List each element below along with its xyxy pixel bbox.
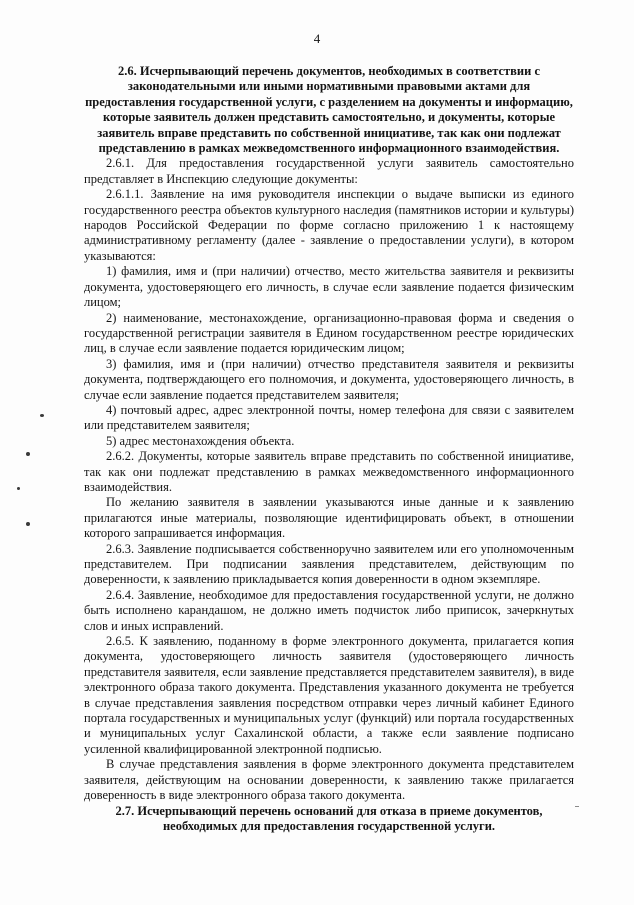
list-item: 3) фамилия, имя и (при наличии) отчество представителя заявителя и реквизиты документа, подтверждающего его полномочия, и документа, удостоверяющего личность, в случае если заявление подается представителем заявителя; bbox=[84, 356, 574, 402]
list-item: 4) почтовый адрес, адрес электронной почты, номер телефона для связи с заявителем или представителем заявителя; bbox=[84, 402, 574, 433]
list-item: 2) наименование, местонахождение, организационно-правовая форма и сведения о государственной регистрации заявителя в Едином государственном реестре юридических лиц, в случае если заявление подается юридическим лицом; bbox=[84, 310, 574, 356]
scan-speck bbox=[26, 522, 30, 526]
list-item: 1) фамилия, имя и (при наличии) отчество, место жительства заявителя и реквизиты документа, удостоверяющего его личность, в случае если заявление подается физическим лицом; bbox=[84, 264, 574, 310]
paragraph: По желанию заявителя в заявлении указываются иные данные и к заявлению прилагаются иные материалы, позволяющие идентифицировать объект, в отношении которого запрашивается информация. bbox=[84, 495, 574, 541]
scan-speck bbox=[26, 452, 30, 456]
paragraph: 2.6.4. Заявление, необходимое для предоставления государственной услуги, не должно быть исполнено карандашом, не должно иметь подчисток либо приписок, зачеркнутых слов и иных исправлений. bbox=[84, 587, 574, 633]
paragraph: 2.6.5. К заявлению, поданному в форме электронного документа, прилагается копия документа, удостоверяющего личность заявителя (удостоверяющего личность представителя заявителя, если заявление представляется представителем заявителя), в виде электронного образа такого документа. Представления указанного документа не требуется в случае представления заявления посредством отправки через личный кабинет Единого портала государственных и муниципальных услуг (функций) или портала государственных и муниципальных услуг Сахалинской области, а также если заявление подписано усиленной квалифицированной электронной подписью. bbox=[84, 634, 574, 756]
paragraph: В случае представления заявления в форме электронного документа представителем заявителя, действующим на основании доверенности, к заявлению также прилагается доверенность в виде электронного образа такого документа. bbox=[84, 757, 574, 803]
paragraph: 2.6.1. Для предоставления государственной услуги заявитель самостоятельно представляет в Инспекцию следующие документы: bbox=[84, 156, 574, 186]
page-number: 4 bbox=[313, 31, 321, 46]
section-heading-2-7: 2.7. Исчерпывающий перечень оснований для отказа в приеме документов, необходимых для предоставления государственной услуги. bbox=[115, 803, 543, 833]
scan-speck bbox=[17, 487, 20, 490]
paragraph: 2.6.1.1. Заявление на имя руководителя инспекции о выдаче выписки из единого государственного реестра объектов культурного наследия (памятников истории и культуры) народов Российской Федерации по форме согласно приложению 1 к настоящему административному регламенту (далее - заявление о предоставлении услуги), в котором указываются: bbox=[84, 187, 574, 263]
document-body bbox=[84, 64, 574, 834]
paragraph: 2.6.2. Документы, которые заявитель вправе представить по собственной инициативе, так как они подлежат представлению в рамках межведомственного информационного взаимодействия. bbox=[84, 449, 574, 494]
list-item: 5) адрес местонахождения объекта. bbox=[106, 433, 295, 448]
section-heading-2-6: 2.6. Исчерпывающий перечень документов, необходимых в соответствии с законодательными или иными нормативными правовыми актами для предоставления государственной услуги, с разделением на документы и информацию, которые заявитель должен представить самостоятельно, и документы, которые заявитель вправе представить по собственной инициативе, так как они подлежат представлению в рамках межведомственного информационного взаимодействия. bbox=[85, 64, 573, 156]
paragraph: 2.6.3. Заявление подписывается собственноручно заявителем или его уполномоченным представителем. При подписании заявления представителем, действующим по доверенности, к заявлению прикладывается копия доверенности в одном экземпляре. bbox=[84, 541, 574, 587]
scan-speck bbox=[40, 414, 44, 417]
scan-speck bbox=[575, 806, 579, 807]
